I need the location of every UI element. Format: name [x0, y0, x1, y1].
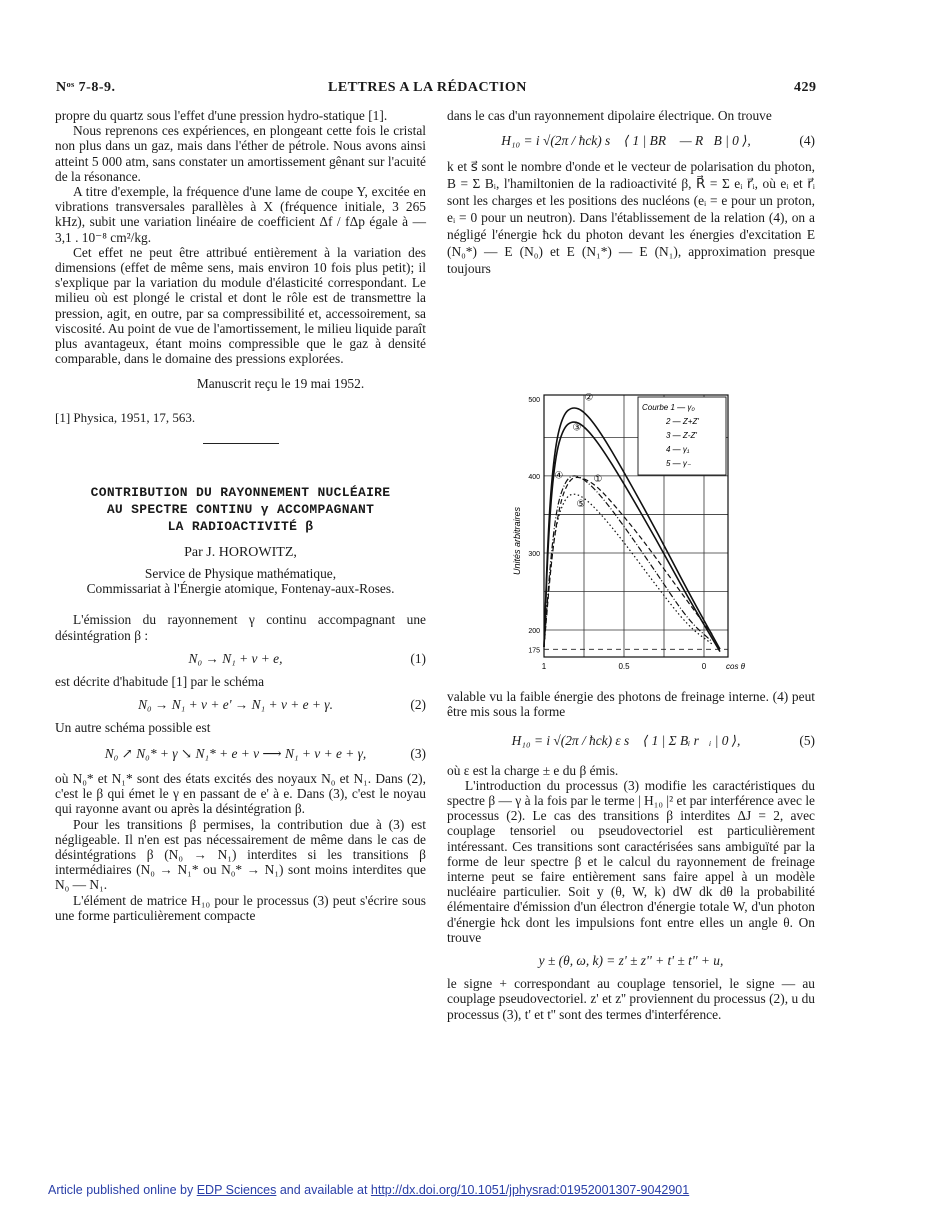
legend-entry: 5 — γ₋ — [666, 459, 692, 468]
equation-body: y ± (θ, ω, k) = z' ± z'' + t' ± t'' + u, — [538, 953, 724, 969]
equation-number: (5) — [799, 733, 815, 749]
paragraph: k et s⃗ sont le nombre d'onde et le vecteur de polarisation du photon, B = Σ Bᵢ, l'hamiltonien de la radioactivité β, R⃗ = Σ eᵢ r⃗ᵢ, où eᵢ et r⃗ᵢ sont les charges et les positions des nucléons (eᵢ = e pour un proton, eᵢ = 0 pour un neutron). Dans l'établissement de la relation (4), on a négligé l'énergie ħck du photon devant les énergies d'excitation E (N₀*) — E (N₀) et E (N₁*) — E (N₁), approximation presque toujours — [447, 159, 815, 277]
equation-body: H₁₀ = i √(2π / ħck) s⃗ ⟨ 1 | BR⃗ — R⃗B | 0 ⟩, — [501, 133, 751, 149]
series-label-3: ③ — [572, 422, 582, 434]
equation-3 — [55, 746, 426, 761]
equation-body: N₀ → N₁ + ν + e' → N₁ + ν + e + γ. — [138, 697, 333, 713]
paragraph: Pour les transitions β permises, la contribution due à (3) est négligeable. Il n'en est pas nécessairement de même dans le cas de désintégrations β (N₀ → N₁) interdites si les transitions β intermédiaires (N₀ → N₁* ou N₀* → N₁) sont moins interdites que N₀ — N₁. — [55, 816, 426, 893]
article-title-line: LA RADIOACTIVITÉ β — [167, 518, 314, 534]
paragraph: le signe + correspondant au couplage tensoriel, le signe — au couplage pseudovectoriel. z' et z'' proviennent du processus (2), u du processus (3), t' et t'' sont des termes d'interférence. — [447, 976, 815, 1022]
equation-number: (1) — [410, 650, 426, 666]
equation-body: N₀ → N₁ + ν + e, — [188, 650, 283, 666]
affiliation: Service de Physique mathématique, — [144, 566, 337, 582]
right-column-bottom — [447, 689, 815, 1022]
paragraph: L'élément de matrice H₁₀ pour le processus (3) peut s'écrire sous une forme particulièrement compacte — [55, 892, 426, 923]
legend-entry: 4 — γ₁ — [666, 445, 690, 454]
running-title: LETTRES A LA RÉDACTION — [328, 80, 527, 95]
author: Par J. HOROWITZ, — [184, 544, 297, 560]
series-label-2: ② — [584, 392, 594, 404]
bremsstrahlung-chart — [506, 385, 746, 675]
equation-number: (3) — [410, 745, 426, 761]
legend-entry: 2 — Z+Z' — [666, 417, 699, 426]
paragraph: Nous reprenons ces expériences, en plongeant cette fois le cristal non plus dans un gaz, mais dans l'éther de pétrole. Nous avons ainsi atteint 5 000 atm, sans constater un amortissement gênant sur l'acuité de la résonance. — [55, 123, 426, 184]
series-line-4 — [544, 473, 712, 647]
paragraph: Cet effet ne peut être attribué entièrement à la variation des dimensions (effet de même sens, mais environ 10 fois plus petit); il s'explique par la variation du module d'élasticité correspondant. Le milieu où est plongé le cristal et dont le rôle est de transmettre la pression, agit, en outre, par sa compressibilité et, accessoirement, sa viscosité. Au point de vue de l'amortissement, le milieu liquide paraît plus avantageux, étant moins compressible que le gaz à densité comparable, dans le domaine des pressions explorées. — [55, 244, 426, 367]
series-label-5: ⑤ — [576, 498, 586, 510]
reference: [1] Physica, 1951, 17, 563. — [55, 409, 196, 425]
series-line-1 — [544, 477, 712, 647]
y-axis-label: Unités arbitraires — [512, 506, 522, 576]
paragraph: Un autre schéma possible est — [55, 720, 211, 736]
footer-text: and available at — [276, 1183, 371, 1197]
paragraph: dans le cas d'un rayonnement dipolaire électrique. On trouve — [447, 108, 772, 123]
article-title-line: CONTRIBUTION DU RAYONNEMENT NUCLÉAIRE — [90, 484, 391, 500]
legend-entry: 3 — Z-Z' — [666, 431, 697, 440]
issue-number: Nᵒˢ 7-8-9. — [56, 80, 116, 95]
received-date: Manuscrit reçu le 19 mai 1952. — [196, 376, 365, 392]
equation-6 — [447, 953, 815, 968]
y-tick-label: 400 — [528, 473, 540, 481]
equation-body: H₁₀ = i √(2π / ħck) ε s⃗ ⟨ 1 | Σ Bᵢ r⃗ᵢ | 0 ⟩, — [511, 733, 741, 749]
paragraph: A titre d'exemple, la fréquence d'une lame de coupe Y, excitée en vibrations transversales parallèles à X (fréquence initiale, 3 265 kHz), subit une variation linéaire de coefficient Δf / fΔp égale à — 3,1 . 10⁻⁸ cm²/kg. — [55, 184, 426, 245]
footer-text: Article published online by — [48, 1183, 197, 1197]
paragraph: est décrite d'habitude [1] par le schéma — [55, 674, 265, 690]
equation-number: (2) — [410, 697, 426, 713]
x-tick-label: 0.5 — [618, 662, 630, 671]
series-label-4: ④ — [554, 470, 564, 482]
section-divider — [203, 443, 279, 444]
equation-4 — [447, 133, 815, 148]
paragraph: où ε est la charge ± e du β émis. — [447, 762, 619, 778]
x-tick-label: 0 — [701, 662, 707, 671]
equation-5 — [447, 733, 815, 748]
doi-link[interactable]: http://dx.doi.org/10.1051/jphysrad:01952001307-9042901 — [370, 1183, 690, 1197]
series-line-5 — [544, 494, 712, 647]
equation-body: N₀ ↗ N₀* + γ ↘ N₁* + e + ν ⟶ N₁ + ν + e + γ, — [104, 745, 367, 761]
y-tick-label: 300 — [528, 550, 540, 558]
affiliation: Commissariat à l'Énergie atomique, Fontenay-aux-Roses. — [86, 581, 395, 597]
publisher-link[interactable]: EDP Sciences — [196, 1183, 277, 1197]
publication-footer — [48, 1183, 689, 1197]
equation-2 — [55, 697, 426, 712]
paragraph: L'émission du rayonnement γ continu accompagnant une désintégration β : — [55, 612, 426, 643]
paragraph: propre du quartz sous l'effet d'une pression hydro-statique [1]. — [55, 108, 388, 123]
paragraph: où N₀* et N₁* sont des états excités des noyaux N₀ et N₁. Dans (2), c'est le β qui émet le γ en passant de e' à e. Dans (3), c'est le noyau qui rayonne avant ou après la désintégration β. — [55, 770, 426, 817]
equation-1 — [55, 651, 426, 666]
x-axis-label: cos θ — [726, 662, 746, 671]
article-title-line: AU SPECTRE CONTINU γ ACCOMPAGNANT — [106, 501, 375, 517]
series-label-1: ① — [593, 473, 603, 485]
left-column — [55, 108, 426, 923]
y-tick-label: 200 — [528, 628, 540, 636]
chart-legend — [638, 397, 726, 475]
legend-entry: Courbe 1 — γ₀ — [642, 403, 695, 412]
page-number: 429 — [794, 80, 817, 95]
right-column-top — [447, 108, 815, 277]
paragraph: valable vu la faible énergie des photons de freinage interne. (4) peut être mis sous la forme — [447, 689, 815, 720]
y-tick-label: 175 — [528, 647, 540, 655]
equation-number: (4) — [799, 133, 815, 149]
x-tick-label: 1 — [541, 662, 547, 671]
paragraph: L'introduction du processus (3) modifie les caractéristiques du spectre β — γ à la fois par le terme | H₁₀ |² et par interférence avec le processus (2). Le cas des transitions β interdites ΔJ = 2, avec couplage tensoriel ou pseudovectoriel est particulièrement intéressant. Ces transitions sont caractérisées sans ambiguïté par la forme de leur spectre β et le calcul du rayonnement de freinage interne peut se faire entièrement sans faire appel à un modèle nucléaire particulier. Soit y (θ, W, k) dW dk dθ la probabilité élémentaire d'émission d'un électron d'énergie totale W, d'un photon d'énergie ħck dont les impulsions font entre elles un angle θ. On trouve — [447, 777, 815, 945]
y-tick-label: 500 — [528, 396, 540, 404]
